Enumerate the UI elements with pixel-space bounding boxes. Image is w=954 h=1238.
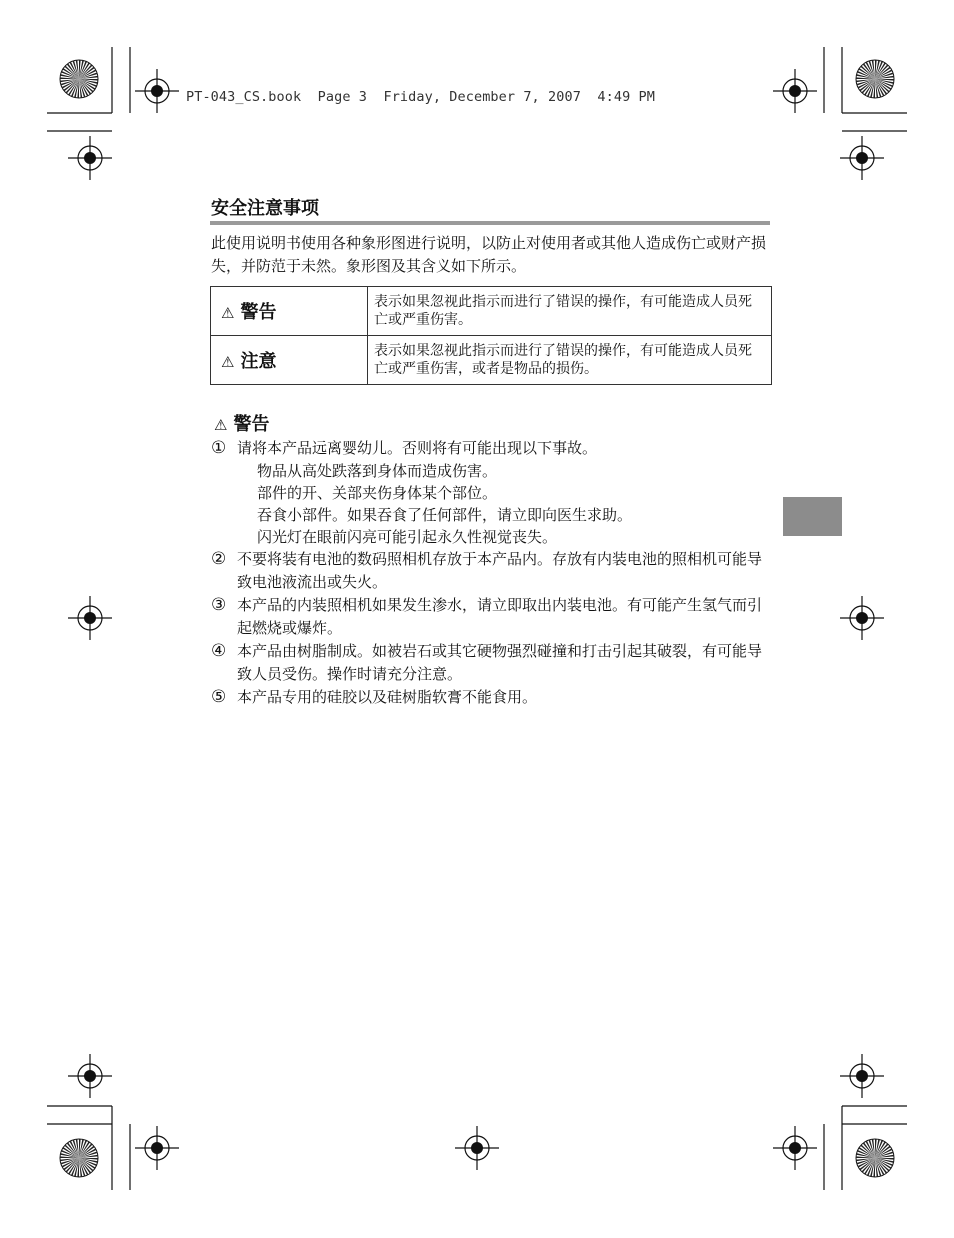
starburst-mark-icon (856, 1139, 894, 1177)
registration-target-icon (68, 596, 112, 640)
item-number: ⑤ (211, 687, 227, 707)
legend-row-caution (211, 336, 772, 385)
list-item (211, 640, 771, 686)
item-text: 本产品专用的硅胶以及硅树脂软膏不能食用。 (237, 688, 538, 706)
registration-target-icon (773, 1126, 817, 1170)
item-text: 本产品的内装照相机如果发生渗水，请立即取出内装电池。有可能产生氢气而引起燃烧或爆炸。 (237, 596, 763, 637)
title-underline (210, 221, 770, 225)
registration-target-icon (135, 1126, 179, 1170)
warning-heading-text: 警告 (233, 414, 270, 435)
page-title: 安全注意事项 (211, 198, 319, 219)
warning-triangle-icon: ⚠ (221, 304, 235, 322)
item-number: ③ (211, 595, 227, 615)
item-number: ① (211, 438, 227, 458)
symbol-legend-table (210, 286, 772, 385)
item-number: ④ (211, 641, 227, 661)
book-header-info: PT-043_CS.book Page 3 Friday, December 7, 2007 4:49 PM (186, 89, 655, 105)
starburst-mark-icon (60, 60, 98, 98)
warning-triangle-icon: ⚠ (214, 416, 228, 434)
list-item (211, 437, 771, 460)
legend-label-cell (211, 287, 368, 336)
starburst-mark-icon (60, 1139, 98, 1177)
legend-description: 表示如果忽视此指示而进行了错误的操作，有可能造成人员死亡或严重伤害，或者是物品的损伤。 (368, 336, 772, 385)
starburst-mark-icon (856, 60, 894, 98)
item-number: ② (211, 549, 227, 569)
registration-target-icon (455, 1126, 499, 1170)
legend-description: 表示如果忽视此指示而进行了错误的操作，有可能造成人员死亡或严重伤害。 (368, 287, 772, 336)
registration-target-icon (773, 69, 817, 113)
registration-target-icon (135, 69, 179, 113)
sub-item: 闪光灯在眼前闪亮可能引起永久性视觉丧失。 (257, 528, 558, 546)
sub-item: 部件的开、关部夹伤身体某个部位。 (257, 484, 498, 502)
legend-label: 警告 (240, 302, 277, 323)
registration-target-icon (68, 1054, 112, 1098)
list-item (211, 548, 771, 594)
legend-label: 注意 (240, 351, 277, 372)
registration-target-icon (840, 596, 884, 640)
registration-target-icon (68, 136, 112, 180)
warning-list (211, 437, 771, 709)
list-item (211, 594, 771, 640)
caution-triangle-icon: ⚠ (221, 353, 235, 371)
side-thumb-tab (783, 497, 842, 536)
registration-target-icon (840, 1054, 884, 1098)
sub-item: 物品从高处跌落到身体而造成伤害。 (257, 462, 498, 480)
item-text: 请将本产品远离婴幼儿。否则将有可能出现以下事故。 (237, 439, 598, 457)
registration-target-icon (840, 136, 884, 180)
sub-item: 吞食小部件。如果吞食了任何部件，请立即向医生求助。 (257, 506, 633, 524)
intro-paragraph: 此使用说明书使用各种象形图进行说明，以防止对使用者或其他人造成伤亡或财产损失，并防范于未然。象形图及其含义如下所示。 (211, 234, 767, 275)
item-text: 本产品由树脂制成。如被岩石或其它硬物强烈碰撞和打击引起其破裂，有可能导致人员受伤。操作时请充分注意。 (237, 642, 763, 683)
item-text: 不要将装有电池的数码照相机存放于本产品内。存放有内装电池的照相机可能导致电池液流出或失火。 (237, 550, 763, 591)
warning-section-heading (214, 410, 269, 436)
legend-row-warning (211, 287, 772, 336)
legend-label-cell (211, 336, 368, 385)
list-item (211, 686, 771, 709)
